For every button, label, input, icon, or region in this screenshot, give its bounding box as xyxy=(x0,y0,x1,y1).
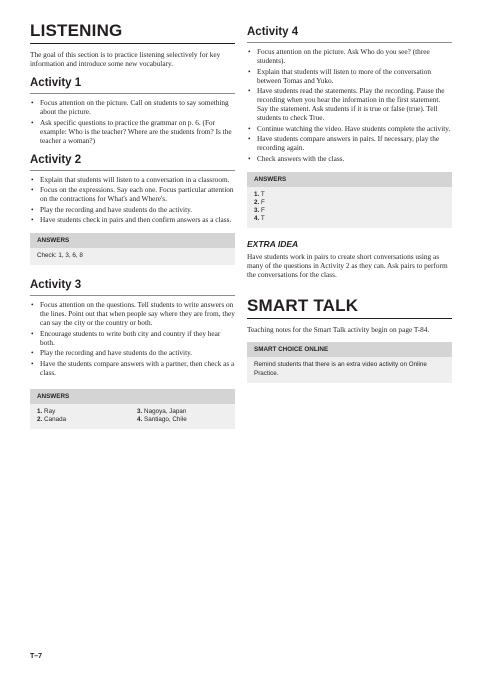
list-item: • Check answers with the class. xyxy=(247,154,452,163)
answer-item: 3. F xyxy=(254,206,265,214)
smart-choice-text: Remind students that there is an extra video activity on Online Practice. xyxy=(254,361,427,377)
list-item: • Focus attention on the questions. Tell students to write answers on the lines. Point out that when people say where they are from, they can say the city or the country or both. xyxy=(30,300,235,327)
left-column xyxy=(30,22,235,429)
answer-item: 2. F xyxy=(254,198,265,206)
list-item: • Encourage students to write both city and country if they hear both. xyxy=(30,329,235,347)
list-item: • Have students read the statements. Play the recording. Pause the recording when you hear the information in the first statement. Say the statement. Ask students if it is true or false (true). Tell students to check True. xyxy=(247,86,452,122)
activity3-list xyxy=(30,300,235,377)
answers-text: Check: 1, 3, 6, 8 xyxy=(37,252,83,259)
answers-heading: ANSWERS xyxy=(30,389,235,404)
smart-talk-heading: SMART TALK xyxy=(247,296,359,316)
listening-heading: LISTENING xyxy=(30,21,123,40)
answer-item: 1. T xyxy=(254,190,265,198)
page-number: T–7 xyxy=(30,653,43,660)
activity3-answers-box xyxy=(30,389,235,429)
activity2-heading: Activity 2 xyxy=(30,153,82,166)
answers-grid xyxy=(30,404,235,429)
activity-rule xyxy=(30,170,235,171)
list-item: • Focus on the expressions. Say each one. Focus particular attention on the contractions for What's and Where's. xyxy=(30,185,235,203)
list-item: • Explain that students will listen to a conversation in a classroom. xyxy=(30,175,235,184)
smart-choice-heading: SMART CHOICE ONLINE xyxy=(247,342,452,357)
activity2-list xyxy=(30,175,235,225)
activity2-answers-box xyxy=(30,233,235,265)
list-item: • Have students check in pairs and then confirm answers as a class. xyxy=(30,215,235,224)
list-item: • Have students compare answers in pairs. If necessary, play the recording again. xyxy=(247,134,452,152)
activity1-heading: Activity 1 xyxy=(30,77,82,89)
list-item: • Explain that students will listen to more of the conversation between Tomas and Yuko. xyxy=(247,67,452,85)
list-item: • Continue watching the video. Have students complete the activity. xyxy=(247,124,452,133)
list-item: • Focus attention on the picture. Ask Who do you see? (three students). xyxy=(247,47,452,65)
listening-intro: The goal of this section is to practice listening selectively for key information and introduce some new vocabulary. xyxy=(30,50,221,68)
list-item: • Play the recording and have students do the activity. xyxy=(30,348,235,357)
activity3-heading: Activity 3 xyxy=(30,279,82,292)
answers-heading: ANSWERS xyxy=(247,172,452,187)
section-rule xyxy=(247,318,452,319)
activity4-heading: Activity 4 xyxy=(247,26,299,38)
answer-item: 1. Ray xyxy=(37,407,56,415)
list-item: • Ask specific questions to practice the grammar on p. 6. (For example: Who is the teacher? Where are the students from? Is the teacher a woman?) xyxy=(30,118,235,145)
right-column xyxy=(247,22,452,383)
smart-talk-text: Teaching notes for the Smart Talk activity begin on page T-84. xyxy=(247,325,430,335)
activity1-list xyxy=(30,98,235,145)
answer-item: 2. Canada xyxy=(37,415,67,423)
section-rule xyxy=(30,43,235,44)
answers-list xyxy=(247,187,452,229)
extra-idea-text: Have students work in pairs to create short conversations using as many of the questions in Activity 2 as they can. Ask pairs to perform the conversations for the class. xyxy=(247,252,448,280)
answer-item: 4. Santiago, Chile xyxy=(137,415,187,423)
answers-heading: ANSWERS xyxy=(30,233,235,248)
list-item: • Focus attention on the picture. Call on students to say something about the picture. xyxy=(30,98,235,116)
extra-idea-heading: EXTRA IDEA xyxy=(247,239,299,250)
answer-item: 4. T xyxy=(254,215,265,223)
activity-rule xyxy=(30,93,235,94)
smart-choice-box xyxy=(247,342,452,382)
answer-item: 3. Nagoya, Japan xyxy=(137,407,187,415)
list-item: • Play the recording and have students do the activity. xyxy=(30,205,235,214)
activity4-list xyxy=(247,47,452,163)
activity4-answers-box xyxy=(247,172,452,229)
activity-rule xyxy=(30,295,235,296)
list-item: • Have the students compare answers with a partner, then check as a class. xyxy=(30,359,235,377)
activity-rule xyxy=(247,42,452,43)
